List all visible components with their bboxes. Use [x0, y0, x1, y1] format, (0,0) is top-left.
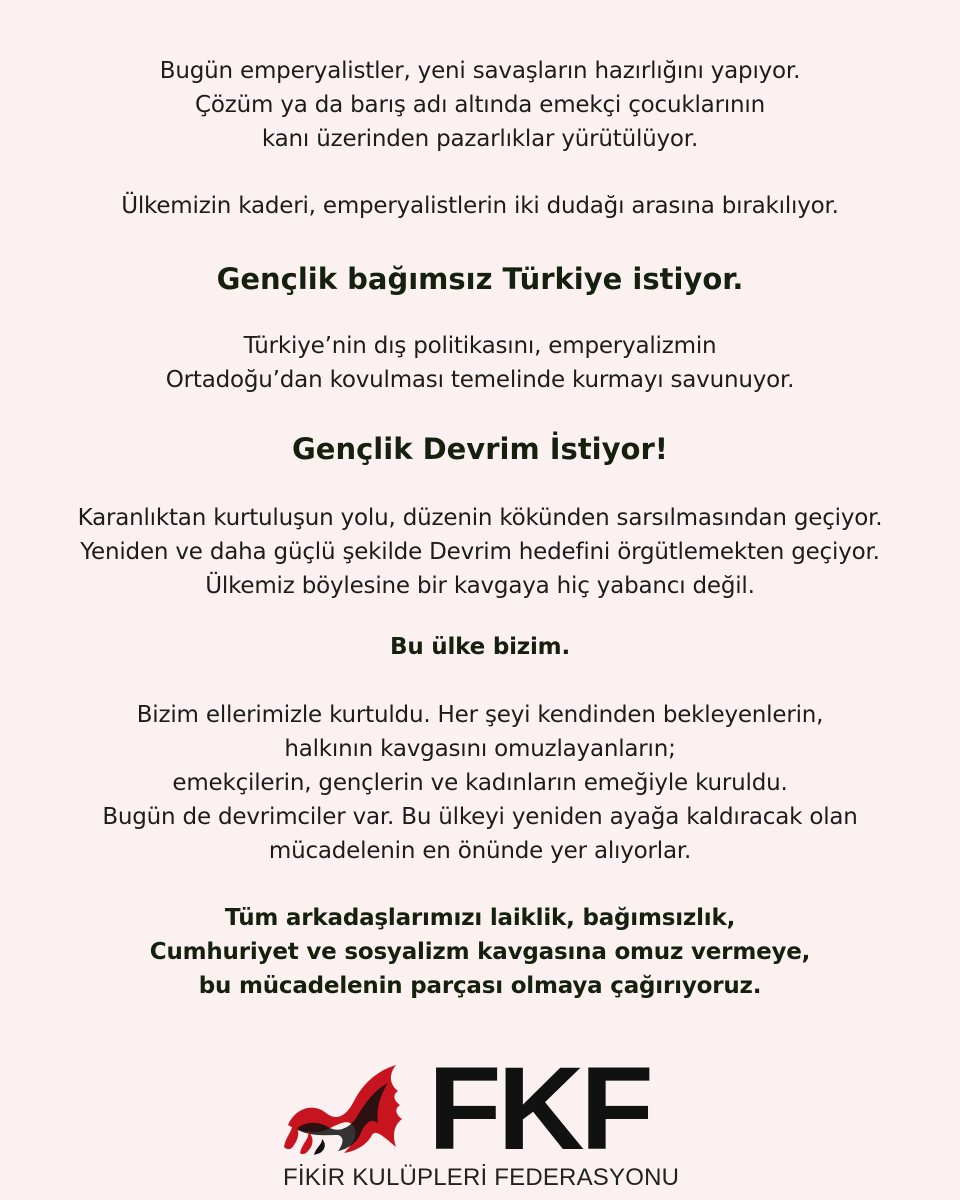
paragraph-this-country-is-ours: [0, 630, 960, 664]
paragraph-1-line-3: kanı üzerinden pazarlıklar yürütülüyor.: [261, 126, 699, 152]
paragraph-1-line-1: Bugün emperyalistler, yeni savaşların hazırlığını yapıyor.: [159, 58, 801, 84]
paragraph-4-line-2: Yeniden ve daha güçlü şekilde Devrim hedefini örgütlemekten geçiyor.: [80, 539, 880, 565]
logo-letters: FKF: [428, 1043, 650, 1175]
heading-revolution: Gençlik Devrim İstiyor!: [292, 432, 668, 466]
paragraph-7-line-1: Tüm arkadaşlarımızı laiklik, bağımsızlık,: [224, 905, 736, 931]
paragraph-2: [0, 189, 960, 223]
paragraph-1-line-2: Çözüm ya da barış adı altında emekçi çocuklarının: [195, 92, 765, 118]
paragraph-6-line-2: halkının kavgasını omuzlayanların;: [284, 736, 676, 762]
paragraph-3-line-1: Türkiye’nin dış politikasını, emperyalizmin: [243, 333, 717, 359]
paragraph-5-line-1: Bu ülke bizim.: [390, 634, 570, 660]
paragraph-6: [0, 698, 960, 868]
paragraph-1: [0, 54, 960, 156]
paragraph-call-to-action: [0, 901, 960, 1003]
fkf-logo: [0, 1043, 960, 1200]
paragraph-6-line-3: emekçilerin, gençlerin ve kadınların emeğiyle kuruldu.: [172, 770, 788, 796]
logo-subtitle: FİKİR KULÜPLERİ FEDERASYONU: [283, 1164, 680, 1191]
paragraph-7-line-3: bu mücadelenin parçası olmaya çağırıyoruz.: [198, 973, 762, 999]
paragraph-4: [0, 501, 960, 603]
paragraph-4-line-1: Karanlıktan kurtuluşun yolu, düzenin kökünden sarsılmasından geçiyor.: [77, 505, 883, 531]
statement-text: [0, 54, 960, 1003]
paragraph-6-line-1: Bizim ellerimizle kurtuldu. Her şeyi kendinden bekleyenlerin,: [136, 702, 824, 728]
paragraph-7-line-2: Cumhuriyet ve sosyalizm kavgasına omuz vermeye,: [149, 939, 811, 965]
paragraph-3: [0, 329, 960, 397]
heading-independent-turkey: Gençlik bağımsız Türkiye istiyor.: [216, 262, 744, 296]
paragraph-3-line-2: Ortadoğu’dan kovulması temelinde kurmayı savunuyor.: [165, 367, 795, 393]
paragraph-2-line-1: Ülkemizin kaderi, emperyalistlerin iki dudağı arasına bırakılıyor.: [121, 193, 839, 219]
fkf-flame-profile-icon: [280, 1055, 430, 1165]
paragraph-6-line-5: mücadelenin en önünde yer alıyorlar.: [268, 838, 692, 864]
paragraph-4-line-3: Ülkemiz böylesine bir kavgaya hiç yabancı değil.: [205, 573, 755, 599]
paragraph-6-line-4: Bugün de devrimciler var. Bu ülkeyi yeniden ayağa kaldıracak olan: [102, 804, 858, 830]
